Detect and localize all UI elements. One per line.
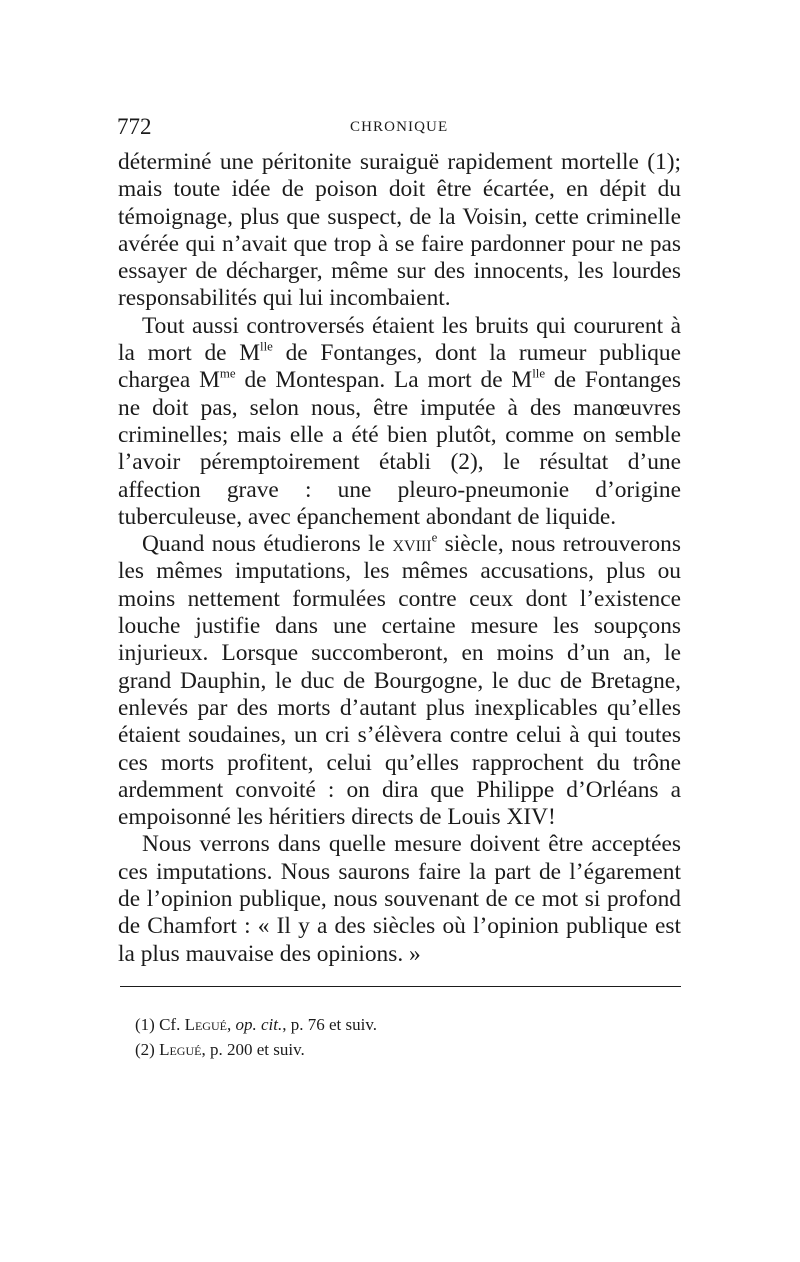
body-text — [118, 149, 681, 968]
running-head: CHRONIQUE — [350, 119, 449, 135]
footnote-1-text-a: Cf. — [154, 1015, 185, 1034]
paragraph-2-sup-b: me — [219, 366, 236, 381]
page-number: 772 — [117, 114, 152, 139]
paragraph-3-sup: e — [431, 530, 438, 545]
paragraph-4-text: Nous verrons dans quelle mesure doivent être acceptées ces imputations. Nous saurons faire la part de l’égarement de l’opinion publique, nous souvenant de ce mot si profond de Chamfort : « Il y a des siècles où l’opinion publique est la plus mauvaise des opinions. » — [118, 831, 681, 967]
footnote-2-text-b: , p. 200 et suiv. — [201, 1040, 305, 1059]
footnote-rule — [120, 986, 681, 987]
paragraph-2-text-a: Tout aussi controversés étaient les bruits qui coururent à la mort de M — [118, 312, 681, 367]
paragraph-2-sup-a: lle — [260, 339, 273, 354]
footnote-2-author: Legué — [159, 1040, 202, 1059]
footnote-2-mark: (2) — [135, 1040, 155, 1059]
footnotes — [135, 1012, 377, 1062]
paragraph-3-text-a: Quand nous étudierons le — [142, 531, 393, 558]
footnote-1-text-b: , — [226, 1015, 236, 1034]
paragraph-3 — [118, 531, 681, 831]
footnote-1 — [135, 1012, 377, 1037]
footnote-2 — [135, 1037, 377, 1062]
paragraph-3-century: xviii — [392, 531, 432, 558]
footnote-1-author: Legué — [184, 1015, 227, 1034]
paragraph-2-sup-c: lle — [532, 366, 546, 381]
footnote-1-italic: op. cit. — [235, 1015, 283, 1034]
paragraph-2-text-b: de Fontanges, dont la rumeur publique chargea M — [118, 340, 681, 394]
paragraph-3-text-b: siècle, nous retrouverons les mêmes imputations, les mêmes accusations, plus ou moins nettement formulées contre ceux dont l’existence louche justifie dans une certaine mesure les soupçons injurieux. Lorsque succomberont, en moins d’un an, le grand Dauphin, le duc de Bourgogne, le duc de Bretagne, enlevés par des morts d’autant plus inexplicables qu’elles étaient soudaines, un cri s’élèvera contre celui à qui toutes ces morts profitent, celui qu’elles rapprochent du trône ardemment convoité : on dira que Philippe d’Orléans a empoisonné les héritiers directs de Louis XIV! — [118, 531, 681, 831]
paragraph-2-text-d: de Fontanges ne doit pas, selon nous, être imputée à des manœuvres criminelles; mais elle a été bien plutôt, comme on semble l’avoir péremptoirement établi (2), le résultat d’une affection grave : une pleuro-pneumonie d’origine tuberculeuse, avec épanchement abondant de liquide. — [118, 367, 681, 530]
paragraph-1 — [118, 149, 681, 313]
paragraph-2-text-c: de Montespan. La mort de M — [235, 367, 533, 394]
paragraph-1-text: déterminé une péritonite suraiguë rapidement mortelle (1); mais toute idée de poison doit être écartée, en dépit du témoignage, plus que suspect, de la Voisin, cette criminelle avérée qui n’avait que trop à se faire pardonner pour ne pas essayer de décharger, même sur des innocents, les lourdes responsabilités qui lui incombaient. — [118, 149, 681, 312]
footnote-1-mark: (1) — [135, 1015, 155, 1034]
paragraph-2 — [118, 313, 681, 531]
paragraph-4 — [118, 831, 681, 967]
footnote-1-text-c: , p. 76 et suiv. — [282, 1015, 377, 1034]
